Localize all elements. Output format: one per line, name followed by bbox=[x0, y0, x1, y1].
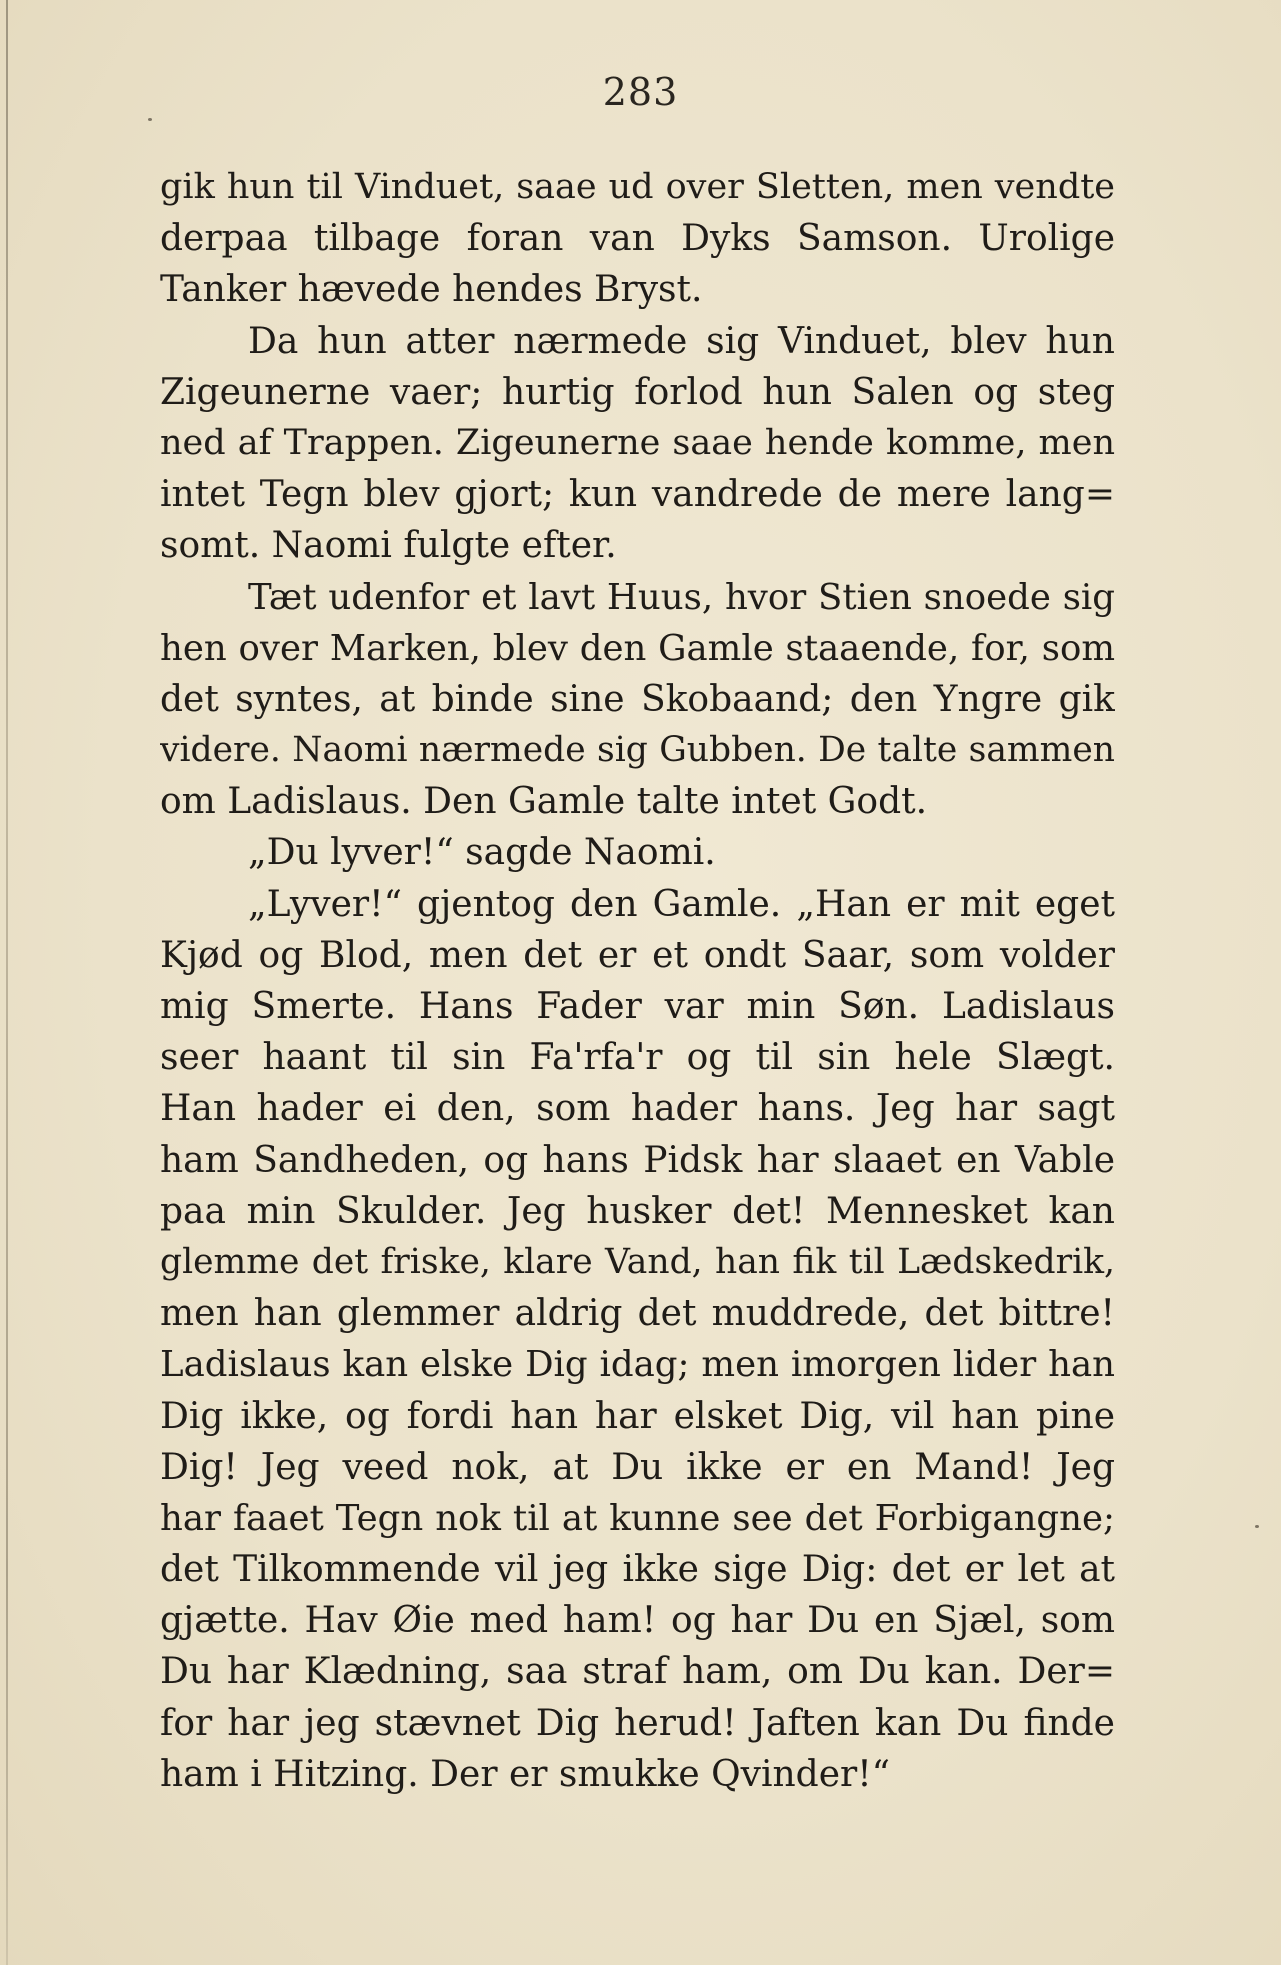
text-line: det Tilkommende vil jeg ikke sige Dig: det er let at bbox=[160, 1549, 1115, 1591]
text-line: ned af Trappen. Zigeunerne saae hende komme, men bbox=[160, 422, 1115, 463]
body-text bbox=[160, 162, 1115, 1800]
text-line: „Du lyver!“ sagde Naomi. bbox=[248, 832, 716, 874]
text-line: intet Tegn blev gjort; kun vandrede de mere lang= bbox=[160, 474, 1115, 516]
text-line: Tanker hævede hendes Bryst. bbox=[160, 269, 703, 311]
page-number: 283 bbox=[602, 70, 679, 114]
text-line: Dig! Jeg veed nok, at Du ikke er en Mand! Jeg bbox=[160, 1446, 1115, 1488]
text-line: gjætte. Hav Øie med ham! og har Du en Sjæl, som bbox=[160, 1600, 1115, 1642]
text-line: om Ladislaus. Den Gamle talte intet Godt. bbox=[160, 781, 928, 823]
text-line: „Lyver!“ gjentog den Gamle. „Han er mit eget bbox=[248, 883, 1115, 925]
text-line: seer haant til sin Fa'rfa'r og til sin hele Slægt. bbox=[160, 1037, 1115, 1079]
text-line: paa min Skulder. Jeg husker det! Mennesket kan bbox=[160, 1190, 1115, 1232]
text-line: somt. Naomi fulgte efter. bbox=[160, 525, 617, 567]
text-line: mig Smerte. Hans Fader var min Søn. Ladislaus bbox=[160, 986, 1115, 1027]
text-line: ham i Hitzing. Der er smukke Qvinder!“ bbox=[160, 1753, 891, 1795]
text-line: men han glemmer aldrig det muddrede, det bittre! bbox=[160, 1293, 1115, 1335]
text-line: ham Sandheden, og hans Pidsk har slaaet en Vable bbox=[160, 1139, 1115, 1181]
text-line: Ladislaus kan elske Dig idag; men imorgen lider han bbox=[160, 1344, 1115, 1386]
text-line: videre. Naomi nærmede sig Gubben. De talte sammen bbox=[160, 730, 1115, 771]
text-line: hen over Marken, blev den Gamle staaende, for, som bbox=[160, 627, 1115, 669]
text-line: for har jeg stævnet Dig herud! Jaften kan Du finde bbox=[160, 1702, 1115, 1744]
text-line: Zigeunerne vaer; hurtig forlod hun Salen og steg bbox=[160, 371, 1115, 413]
text-line: Kjød og Blod, men det er et ondt Saar, som volder bbox=[160, 934, 1115, 976]
text-line: Dig ikke, og fordi han har elsket Dig, vil han pine bbox=[160, 1395, 1115, 1437]
text-line: Da hun atter nærmede sig Vinduet, blev hun bbox=[248, 320, 1115, 362]
text-line: glemme det friske, klare Vand, han fik til Lædskedrik, bbox=[160, 1241, 1115, 1282]
text-line: det syntes, at binde sine Skobaand; den Yngre gik bbox=[160, 678, 1115, 720]
text-line: Tæt udenfor et lavt Huus, hvor Stien snoede sig bbox=[248, 576, 1115, 618]
text-line: Du har Klædning, saa straf ham, om Du kan. Der= bbox=[160, 1651, 1115, 1693]
page-gutter bbox=[6, 0, 8, 1965]
text-line: gik hun til Vinduet, saae ud over Sletten, men vendte bbox=[160, 167, 1115, 207]
paper-speck bbox=[148, 118, 152, 121]
text-line: derpaa tilbage foran van Dyks Samson. Urolige bbox=[160, 218, 1115, 260]
text-line: Han hader ei den, som hader hans. Jeg har sagt bbox=[160, 1088, 1115, 1130]
paper-speck bbox=[1255, 1525, 1259, 1528]
text-line: har faaet Tegn nok til at kunne see det Forbigangne; bbox=[160, 1497, 1115, 1539]
